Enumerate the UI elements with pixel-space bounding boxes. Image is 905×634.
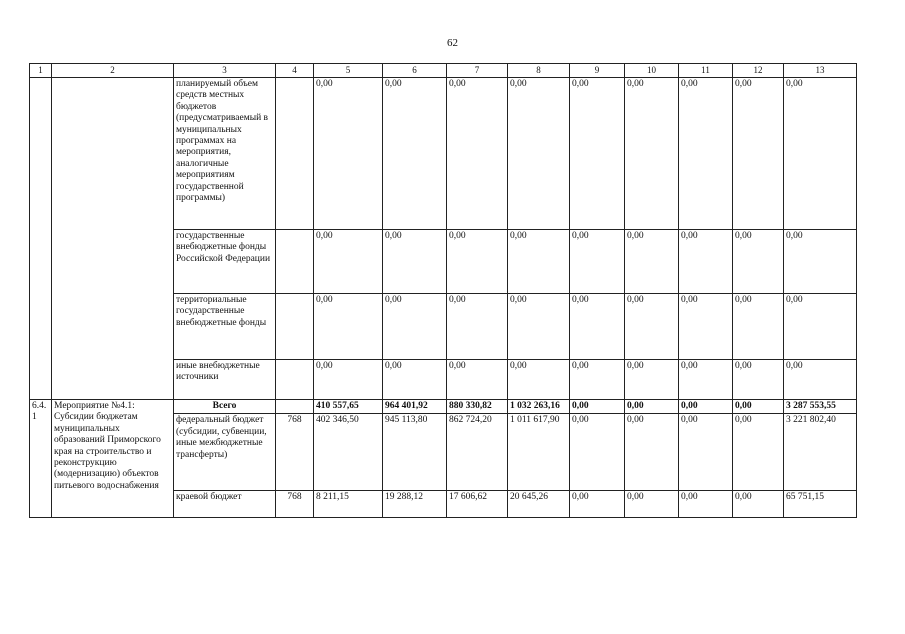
year-value: 0,00 — [570, 78, 625, 230]
continued-name-cell — [52, 78, 174, 400]
column-number: 6 — [383, 64, 447, 78]
year-value: 0,00 — [570, 294, 625, 360]
funding-source: территориальные государственные внебюджетные фонды — [174, 294, 276, 360]
year-value: 880 330,82 — [447, 400, 508, 414]
column-number: 11 — [679, 64, 733, 78]
continued-number-cell — [30, 78, 52, 400]
year-value: 1 011 617,90 — [508, 414, 570, 491]
year-value: 0,00 — [625, 294, 679, 360]
year-value: 410 557,65 — [314, 400, 383, 414]
year-value: 0,00 — [447, 230, 508, 294]
grbs-code — [276, 230, 314, 294]
year-value: 0,00 — [625, 491, 679, 518]
grbs-code: 768 — [276, 491, 314, 518]
year-value: 0,00 — [314, 294, 383, 360]
funding-source: Всего — [174, 400, 276, 414]
year-value: 0,00 — [570, 414, 625, 491]
year-value: 0,00 — [383, 78, 447, 230]
measure-name: Мероприятие №4.1: Субсидии бюджетам муниципальных образований Приморского края на строительство и реконструкцию (модернизацию) объектов питьевого водоснабжения — [52, 400, 174, 518]
year-value: 0,00 — [679, 360, 733, 400]
total-value: 0,00 — [784, 230, 857, 294]
page-number: 62 — [447, 37, 458, 49]
year-value: 964 401,92 — [383, 400, 447, 414]
budget-table — [29, 63, 857, 518]
year-value: 0,00 — [447, 78, 508, 230]
year-value: 0,00 — [447, 360, 508, 400]
year-value: 0,00 — [314, 78, 383, 230]
year-value: 0,00 — [625, 414, 679, 491]
column-number: 13 — [784, 64, 857, 78]
year-value: 0,00 — [447, 294, 508, 360]
year-value: 0,00 — [679, 78, 733, 230]
year-value: 862 724,20 — [447, 414, 508, 491]
table-row-total — [30, 400, 857, 414]
year-value: 0,00 — [733, 78, 784, 230]
year-value: 0,00 — [508, 294, 570, 360]
year-value: 0,00 — [733, 294, 784, 360]
grbs-code — [276, 294, 314, 360]
year-value: 0,00 — [383, 230, 447, 294]
grbs-code — [276, 78, 314, 230]
grbs-code: 768 — [276, 414, 314, 491]
year-value: 0,00 — [314, 360, 383, 400]
year-value: 0,00 — [570, 491, 625, 518]
year-value: 0,00 — [733, 491, 784, 518]
column-number: 10 — [625, 64, 679, 78]
column-number: 7 — [447, 64, 508, 78]
year-value: 0,00 — [508, 360, 570, 400]
year-value: 0,00 — [679, 230, 733, 294]
year-value: 0,00 — [733, 414, 784, 491]
grbs-code — [276, 360, 314, 400]
column-number: 3 — [174, 64, 276, 78]
year-value: 0,00 — [508, 78, 570, 230]
column-number: 5 — [314, 64, 383, 78]
funding-source: краевой бюджет — [174, 491, 276, 518]
year-value: 0,00 — [733, 230, 784, 294]
total-value: 3 287 553,55 — [784, 400, 857, 414]
column-number: 4 — [276, 64, 314, 78]
funding-source: планируемый объем средств местных бюджетов (предусматриваемый в муниципальных программах на мероприятия, аналогичные мероприятиям государственной программы) — [174, 78, 276, 230]
year-value: 0,00 — [733, 360, 784, 400]
year-value: 0,00 — [625, 230, 679, 294]
year-value: 0,00 — [625, 360, 679, 400]
column-number: 12 — [733, 64, 784, 78]
column-number: 2 — [52, 64, 174, 78]
year-value: 945 113,80 — [383, 414, 447, 491]
year-value: 1 032 263,16 — [508, 400, 570, 414]
year-value: 0,00 — [679, 414, 733, 491]
total-value: 0,00 — [784, 78, 857, 230]
funding-source: иные внебюджетные источники — [174, 360, 276, 400]
year-value: 0,00 — [733, 400, 784, 414]
year-value: 0,00 — [679, 294, 733, 360]
year-value: 0,00 — [383, 294, 447, 360]
year-value: 17 606,62 — [447, 491, 508, 518]
year-value: 0,00 — [383, 360, 447, 400]
total-value: 0,00 — [784, 360, 857, 400]
column-number-row — [30, 64, 857, 78]
total-value: 0,00 — [784, 294, 857, 360]
grbs-code — [276, 400, 314, 414]
year-value: 0,00 — [570, 400, 625, 414]
column-number: 8 — [508, 64, 570, 78]
year-value: 0,00 — [570, 360, 625, 400]
year-value: 0,00 — [679, 491, 733, 518]
column-number: 1 — [30, 64, 52, 78]
table-row — [30, 78, 857, 230]
year-value: 19 288,12 — [383, 491, 447, 518]
year-value: 0,00 — [570, 230, 625, 294]
year-value: 0,00 — [625, 400, 679, 414]
year-value: 0,00 — [679, 400, 733, 414]
total-value: 65 751,15 — [784, 491, 857, 518]
funding-source: федеральный бюджет (субсидии, субвенции, иные межбюджетные трансферты) — [174, 414, 276, 491]
year-value: 0,00 — [314, 230, 383, 294]
measure-number: 6.4.1 — [30, 400, 52, 518]
year-value: 0,00 — [508, 230, 570, 294]
year-value: 20 645,26 — [508, 491, 570, 518]
funding-source: государственные внебюджетные фонды Российской Федерации — [174, 230, 276, 294]
year-value: 8 211,15 — [314, 491, 383, 518]
column-number: 9 — [570, 64, 625, 78]
year-value: 402 346,50 — [314, 414, 383, 491]
total-value: 3 221 802,40 — [784, 414, 857, 491]
year-value: 0,00 — [625, 78, 679, 230]
